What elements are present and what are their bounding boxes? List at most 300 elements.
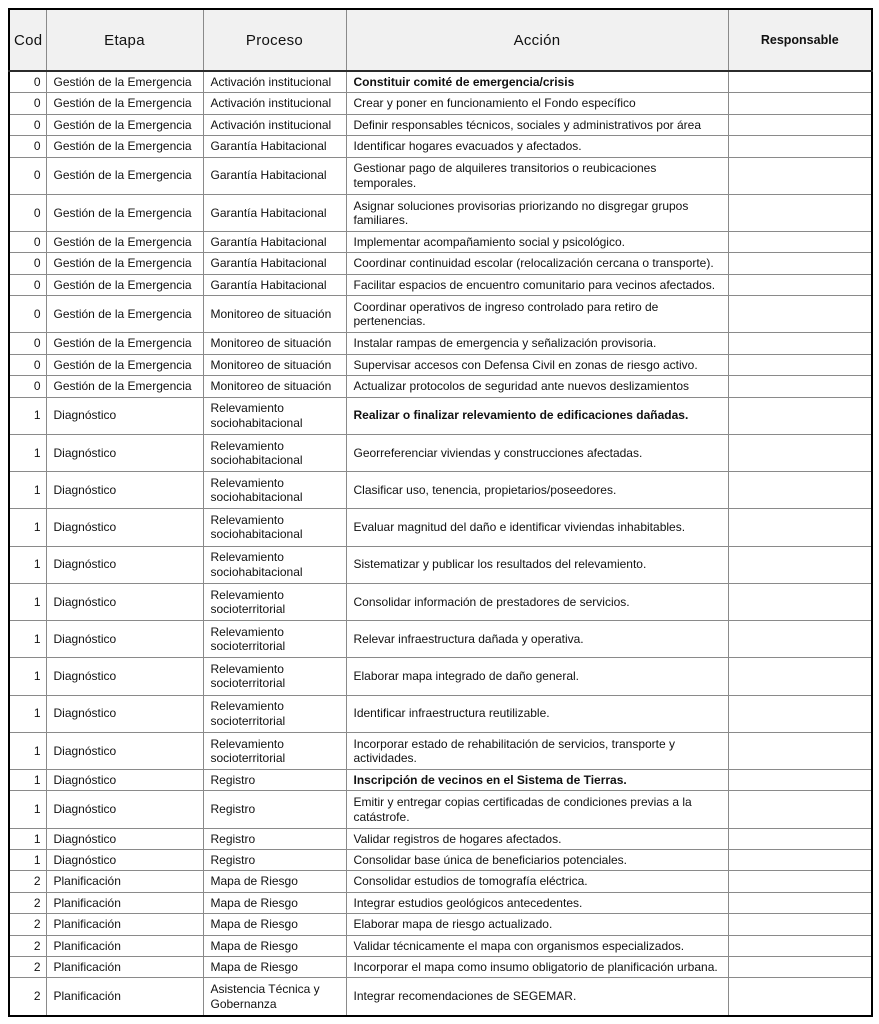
table-row [9,253,872,274]
proceso-value: Activación institucional [210,96,332,111]
proceso-value: Relevamiento sociohabitacional [210,475,303,505]
cell-etapa [46,914,203,935]
cell-accion [346,274,728,295]
cell-etapa [46,583,203,620]
cod-value: 0 [33,357,41,372]
cod-value: 1 [33,831,41,846]
cod-value: 2 [33,959,41,974]
proceso-value: Mapa de Riesgo [210,959,298,974]
etapa-value: Diagnóstico [53,773,117,788]
cell-proceso [203,397,346,434]
cell-cod [9,253,46,274]
cell-proceso [203,695,346,732]
accion-value: Consolidar estudios de tomografía eléctrica. [353,874,588,889]
cell-responsable [728,871,872,892]
table-row [9,732,872,769]
table-row [9,333,872,354]
table-body [9,71,872,1016]
cell-cod [9,732,46,769]
cell-accion [346,232,728,253]
cell-proceso [203,93,346,114]
table-row [9,296,872,333]
table-row [9,472,872,509]
cell-etapa [46,71,203,93]
cell-responsable [728,978,872,1016]
proceso-value: Garantía Habitacional [210,256,327,271]
cod-value: 2 [33,989,41,1004]
proceso-value: Garantía Habitacional [210,139,327,154]
cell-accion [346,434,728,471]
cell-accion [346,114,728,135]
cell-responsable [728,93,872,114]
cell-responsable [728,274,872,295]
accion-value: Clasificar uso, tenencia, propietarios/poseedores. [353,482,617,497]
accion-value: Evaluar magnitud del daño e identificar viviendas inhabitables. [353,520,686,535]
etapa-value: Gestión de la Emergencia [53,379,192,394]
cell-responsable [728,828,872,849]
accion-value: Integrar estudios geológicos antecedentes. [353,895,583,910]
cod-value: 1 [33,669,41,684]
proceso-value: Asistencia Técnica y Gobernanza [210,982,320,1011]
cod-value: 1 [33,802,41,817]
cell-cod [9,136,46,157]
proceso-value: Relevamiento socioterritorial [210,662,286,691]
cell-cod [9,509,46,546]
cell-cod [9,114,46,135]
cell-proceso [203,114,346,135]
etapa-value: Diagnóstico [53,445,117,460]
accion-value: Sistematizar y publicar los resultados del relevamiento. [353,557,647,572]
cell-cod [9,621,46,658]
cell-accion [346,695,728,732]
table-row [9,232,872,253]
etapa-value: Gestión de la Emergencia [53,307,192,322]
proceso-value: Monitoreo de situación [210,357,332,372]
accion-value: Elaborar mapa integrado de daño general. [353,669,579,684]
accion-value: Inscripción de vecinos en el Sistema de Tierras. [353,773,627,788]
cell-accion [346,354,728,375]
etapa-value: Diagnóstico [53,594,117,609]
etapa-value: Diagnóstico [53,802,117,817]
table-row [9,695,872,732]
cell-cod [9,472,46,509]
cod-value: 0 [33,168,41,183]
cod-value: 0 [33,205,41,220]
cod-value: 0 [33,277,41,292]
accion-value: Elaborar mapa de riesgo actualizado. [353,917,553,932]
proceso-value: Relevamiento sociohabitacional [210,401,303,430]
cod-value: 0 [33,307,41,322]
cod-value: 1 [33,853,41,868]
cod-value: 1 [33,773,41,788]
etapa-value: Planificación [53,895,121,910]
cell-cod [9,871,46,892]
proceso-value: Garantía Habitacional [210,205,327,220]
cod-value: 0 [33,96,41,111]
cell-accion [346,157,728,194]
accion-value: Integrar recomendaciones de SEGEMAR. [353,989,577,1004]
etapa-value: Planificación [53,874,121,889]
accion-value: Facilitar espacios de encuentro comunitario para vecinos afectados. [353,277,716,292]
accion-value: Implementar acompañamiento social y psicológico. [353,235,625,250]
cod-value: 1 [33,706,41,721]
cell-accion [346,583,728,620]
cell-proceso [203,546,346,583]
cell-proceso [203,253,346,274]
cod-value: 1 [33,594,41,609]
table-row [9,956,872,977]
column-header-etapa: Etapa [46,9,203,71]
etapa-value: Diagnóstico [53,408,117,423]
cell-etapa [46,333,203,354]
cell-accion [346,978,728,1016]
cell-etapa [46,892,203,913]
column-header-accion: Acción [346,9,728,71]
cell-proceso [203,732,346,769]
cell-etapa [46,136,203,157]
cell-etapa [46,274,203,295]
cell-accion [346,93,728,114]
cell-proceso [203,978,346,1016]
proceso-value: Registro [210,802,256,817]
cell-etapa [46,871,203,892]
etapa-value: Planificación [53,917,121,932]
accion-value: Consolidar base única de beneficiarios potenciales. [353,853,628,868]
cell-proceso [203,914,346,935]
cell-responsable [728,397,872,434]
cell-proceso [203,935,346,956]
cod-value: 2 [33,874,41,889]
proceso-value: Garantía Habitacional [210,277,327,292]
action-plan-table-container [8,8,871,1017]
cell-accion [346,621,728,658]
cod-value: 0 [33,256,41,271]
table-row [9,434,872,471]
cell-proceso [203,828,346,849]
proceso-value: Registro [210,831,256,846]
cell-accion [346,71,728,93]
accion-value: Identificar hogares evacuados y afectados. [353,139,582,154]
table-row [9,914,872,935]
cell-accion [346,850,728,871]
cell-responsable [728,472,872,509]
cell-cod [9,71,46,93]
cell-proceso [203,157,346,194]
proceso-value: Monitoreo de situación [210,307,332,322]
accion-value: Gestionar pago de alquileres transitorios o reubicaciones temporales. [353,161,657,190]
cell-cod [9,232,46,253]
etapa-value: Planificación [53,938,121,953]
etapa-value: Gestión de la Emergencia [53,256,192,271]
etapa-value: Diagnóstico [53,482,117,497]
table-row [9,114,872,135]
table-row [9,791,872,828]
cell-cod [9,333,46,354]
cell-proceso [203,354,346,375]
table-row [9,978,872,1016]
cell-etapa [46,828,203,849]
cell-cod [9,935,46,956]
cell-cod [9,850,46,871]
cell-accion [346,546,728,583]
table-row [9,828,872,849]
table-row [9,546,872,583]
accion-value: Realizar o finalizar relevamiento de edificaciones dañadas. [353,408,689,423]
cell-proceso [203,71,346,93]
table-row [9,770,872,791]
cell-cod [9,296,46,333]
column-header-responsable: Responsable [728,9,872,71]
cell-etapa [46,732,203,769]
etapa-value: Diagnóstico [53,631,117,646]
cell-etapa [46,978,203,1016]
cell-accion [346,892,728,913]
cell-responsable [728,658,872,695]
cell-cod [9,978,46,1016]
table-row [9,658,872,695]
etapa-value: Gestión de la Emergencia [53,96,192,111]
cell-etapa [46,658,203,695]
cod-value: 2 [33,917,41,932]
cell-etapa [46,232,203,253]
etapa-value: Planificación [53,959,121,974]
cell-etapa [46,621,203,658]
table-row [9,93,872,114]
table-row [9,194,872,231]
cell-cod [9,397,46,434]
cell-responsable [728,354,872,375]
etapa-value: Gestión de la Emergencia [53,117,192,132]
table-row [9,397,872,434]
cell-etapa [46,194,203,231]
accion-value: Crear y poner en funcionamiento el Fondo específico [353,96,636,111]
accion-value: Coordinar operativos de ingreso controlado para retiro de pertenencias. [353,299,659,329]
cell-cod [9,194,46,231]
proceso-value: Garantía Habitacional [210,235,327,250]
cod-value: 1 [33,445,41,460]
cell-responsable [728,114,872,135]
accion-value: Instalar rampas de emergencia y señalización provisoria. [353,336,657,351]
cell-cod [9,770,46,791]
cell-responsable [728,770,872,791]
accion-value: Supervisar accesos con Defensa Civil en zonas de riesgo activo. [353,357,698,372]
proceso-value: Registro [210,773,256,788]
accion-value: Incorporar estado de rehabilitación de servicios, transporte y actividades. [353,736,676,765]
column-header-cod: Cod [9,9,46,71]
cell-etapa [46,93,203,114]
accion-value: Coordinar continuidad escolar (relocalización cercana o transporte). [353,256,714,271]
table-row [9,935,872,956]
accion-value: Georreferenciar viviendas y construcciones afectadas. [353,445,643,460]
accion-value: Validar técnicamente el mapa con organismos especializados. [353,938,685,953]
cell-responsable [728,732,872,769]
cell-proceso [203,472,346,509]
cell-responsable [728,892,872,913]
cell-proceso [203,333,346,354]
accion-value: Asignar soluciones provisorias priorizando no disgregar grupos familiares. [353,198,689,227]
cell-proceso [203,376,346,397]
accion-value: Constituir comité de emergencia/crisis [353,75,575,90]
cell-cod [9,93,46,114]
cell-responsable [728,136,872,157]
cell-cod [9,892,46,913]
table-row [9,354,872,375]
cell-accion [346,828,728,849]
cell-proceso [203,892,346,913]
table-row [9,157,872,194]
cell-accion [346,914,728,935]
etapa-value: Diagnóstico [53,831,117,846]
cell-responsable [728,253,872,274]
cell-cod [9,583,46,620]
cell-cod [9,376,46,397]
header-row [9,9,872,71]
table-row [9,871,872,892]
cell-accion [346,935,728,956]
cell-proceso [203,791,346,828]
cod-value: 0 [33,117,41,132]
table-row [9,583,872,620]
proceso-value: Garantía Habitacional [210,168,327,183]
proceso-value: Activación institucional [210,117,332,132]
cell-responsable [728,546,872,583]
proceso-value: Mapa de Riesgo [210,874,298,889]
etapa-value: Diagnóstico [53,557,117,572]
cell-cod [9,274,46,295]
cell-etapa [46,695,203,732]
etapa-value: Gestión de la Emergencia [53,336,192,351]
cell-etapa [46,791,203,828]
cell-cod [9,828,46,849]
cell-cod [9,354,46,375]
cell-etapa [46,376,203,397]
cell-responsable [728,621,872,658]
accion-value: Validar registros de hogares afectados. [353,831,562,846]
cell-cod [9,658,46,695]
accion-value: Actualizar protocolos de seguridad ante nuevos deslizamientos [353,379,690,394]
cell-responsable [728,296,872,333]
proceso-value: Relevamiento sociohabitacional [210,513,303,542]
etapa-value: Gestión de la Emergencia [53,139,192,154]
cell-etapa [46,157,203,194]
cell-accion [346,333,728,354]
cell-etapa [46,434,203,471]
cell-accion [346,397,728,434]
proceso-value: Monitoreo de situación [210,379,332,394]
accion-value: Relevar infraestructura dañada y operativa. [353,631,584,646]
cell-responsable [728,695,872,732]
cell-etapa [46,546,203,583]
proceso-value: Relevamiento sociohabitacional [210,550,303,579]
proceso-value: Relevamiento socioterritorial [210,587,286,616]
cell-etapa [46,509,203,546]
cod-value: 2 [33,895,41,910]
proceso-value: Relevamiento socioterritorial [210,736,286,765]
cell-etapa [46,354,203,375]
cell-accion [346,376,728,397]
accion-value: Consolidar información de prestadores de servicios. [353,594,630,609]
cell-cod [9,434,46,471]
cell-proceso [203,658,346,695]
cod-value: 0 [33,336,41,351]
cell-accion [346,296,728,333]
cell-responsable [728,434,872,471]
cell-etapa [46,472,203,509]
accion-value: Emitir y entregar copias certificadas de condiciones previas a la catástrofe. [353,795,692,824]
cell-accion [346,791,728,828]
cell-etapa [46,253,203,274]
cell-responsable [728,850,872,871]
cell-cod [9,546,46,583]
accion-value: Definir responsables técnicos, sociales y administrativos por área [353,117,701,132]
cell-responsable [728,232,872,253]
cell-accion [346,472,728,509]
etapa-value: Gestión de la Emergencia [53,235,192,250]
cod-value: 0 [33,235,41,250]
cod-value: 1 [33,408,41,423]
cell-etapa [46,850,203,871]
cell-responsable [728,376,872,397]
cell-responsable [728,583,872,620]
table-row [9,850,872,871]
cell-cod [9,695,46,732]
cell-accion [346,194,728,231]
cell-etapa [46,397,203,434]
proceso-value: Activación institucional [210,75,332,90]
cod-value: 2 [33,938,41,953]
cell-responsable [728,956,872,977]
table-row [9,274,872,295]
etapa-value: Gestión de la Emergencia [53,277,192,292]
accion-value: Identificar infraestructura reutilizable. [353,706,550,721]
cell-responsable [728,194,872,231]
proceso-value: Registro [210,853,256,868]
proceso-value: Relevamiento socioterritorial [210,699,286,728]
cell-accion [346,658,728,695]
cell-proceso [203,232,346,253]
cell-accion [346,956,728,977]
cell-cod [9,791,46,828]
cell-etapa [46,770,203,791]
column-header-proceso: Proceso [203,9,346,71]
cell-cod [9,157,46,194]
proceso-value: Mapa de Riesgo [210,938,298,953]
cell-responsable [728,791,872,828]
cell-accion [346,770,728,791]
cod-value: 0 [33,75,41,90]
action-plan-table [8,8,873,1017]
cell-proceso [203,956,346,977]
cell-responsable [728,333,872,354]
cell-etapa [46,935,203,956]
cell-accion [346,136,728,157]
cell-proceso [203,583,346,620]
cod-value: 1 [33,631,41,646]
cod-value: 0 [33,139,41,154]
proceso-value: Relevamiento sociohabitacional [210,438,303,467]
etapa-value: Gestión de la Emergencia [53,75,192,90]
table-row [9,509,872,546]
cell-responsable [728,71,872,93]
etapa-value: Gestión de la Emergencia [53,205,192,220]
cell-proceso [203,621,346,658]
table-row [9,892,872,913]
cell-cod [9,914,46,935]
cod-value: 1 [33,743,41,758]
etapa-value: Gestión de la Emergencia [53,357,192,372]
cell-proceso [203,194,346,231]
proceso-value: Monitoreo de situación [210,336,332,351]
